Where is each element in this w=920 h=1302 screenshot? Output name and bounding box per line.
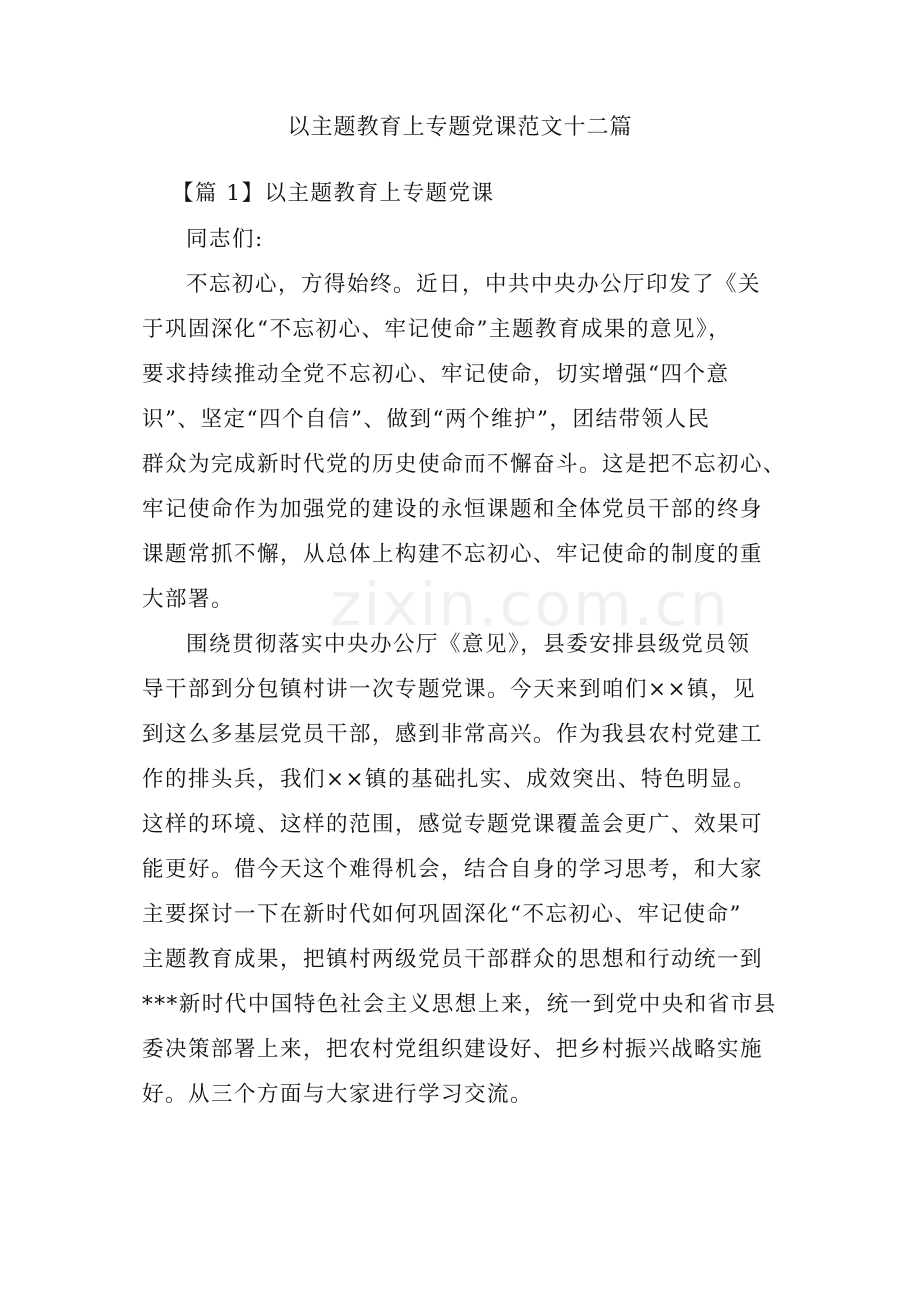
paragraph-line: ***新时代中国特色社会主义思想上来，统一到党中央和省市县 <box>142 992 777 1017</box>
paragraph-line: 主要探讨一下在新时代如何巩固深化“不忘初心、牢记使命” <box>142 902 742 927</box>
paragraph-line: 课题常抓不懈，从总体上构建不忘初心、牢记使命的制度的重 <box>142 542 764 567</box>
paragraph-line: 于巩固深化“不忘初心、牢记使命”主题教育成果的意见》， <box>142 317 732 342</box>
paragraph-line: 要求持续推动全党不忘初心、牢记使命，切实增强“四个意 <box>142 362 730 387</box>
paragraph-line: 识”、坚定“四个自信”、做到“两个维护”，团结带领人民 <box>142 407 711 432</box>
paragraph-line: 作的排头兵，我们××镇的基础扎实、成效突出、特色明显。 <box>142 767 757 792</box>
paragraph-line: 牢记使命作为加强党的建设的永恒课题和全体党员干部的终身 <box>142 497 764 522</box>
paragraph-line: 导干部到分包镇村讲一次专题党课。今天来到咱们××镇，见 <box>142 677 757 702</box>
section-heading: 【篇 1】以主题教育上专题党课 <box>172 181 495 206</box>
paragraph-line: 主题教育成果，把镇村两级党员干部群众的思想和行动统一到 <box>142 947 764 972</box>
paragraph-line: 不忘初心，方得始终。近日，中共中央办公厅印发了《关 <box>186 272 762 297</box>
paragraph-line: 到这么多基层党员干部，感到非常高兴。作为我县农村党建工 <box>142 722 764 747</box>
salutation: 同志们: <box>186 227 264 252</box>
paragraph-line: 群众为完成新时代党的历史使命而不懈奋斗。这是把不忘初心、 <box>142 452 787 477</box>
paragraph-line: 围绕贯彻落实中央办公厅《意见》，县委安排县级党员领 <box>186 632 751 657</box>
document-title: 以主题教育上专题党课范文十二篇 <box>287 115 633 140</box>
paragraph-line: 这样的环境、这样的范围，感觉专题党课覆盖会更广、效果可 <box>142 812 764 837</box>
paragraph-line: 好。从三个方面与大家进行学习交流。 <box>142 1082 534 1107</box>
watermark: zixin.com.cn <box>330 570 730 640</box>
paragraph-line: 能更好。借今天这个难得机会，结合自身的学习思考，和大家 <box>142 857 764 882</box>
paragraph-line: 大部署。 <box>142 587 235 612</box>
paragraph-line: 委决策部署上来，把农村党组织建设好、把乡村振兴战略实施 <box>142 1037 764 1062</box>
